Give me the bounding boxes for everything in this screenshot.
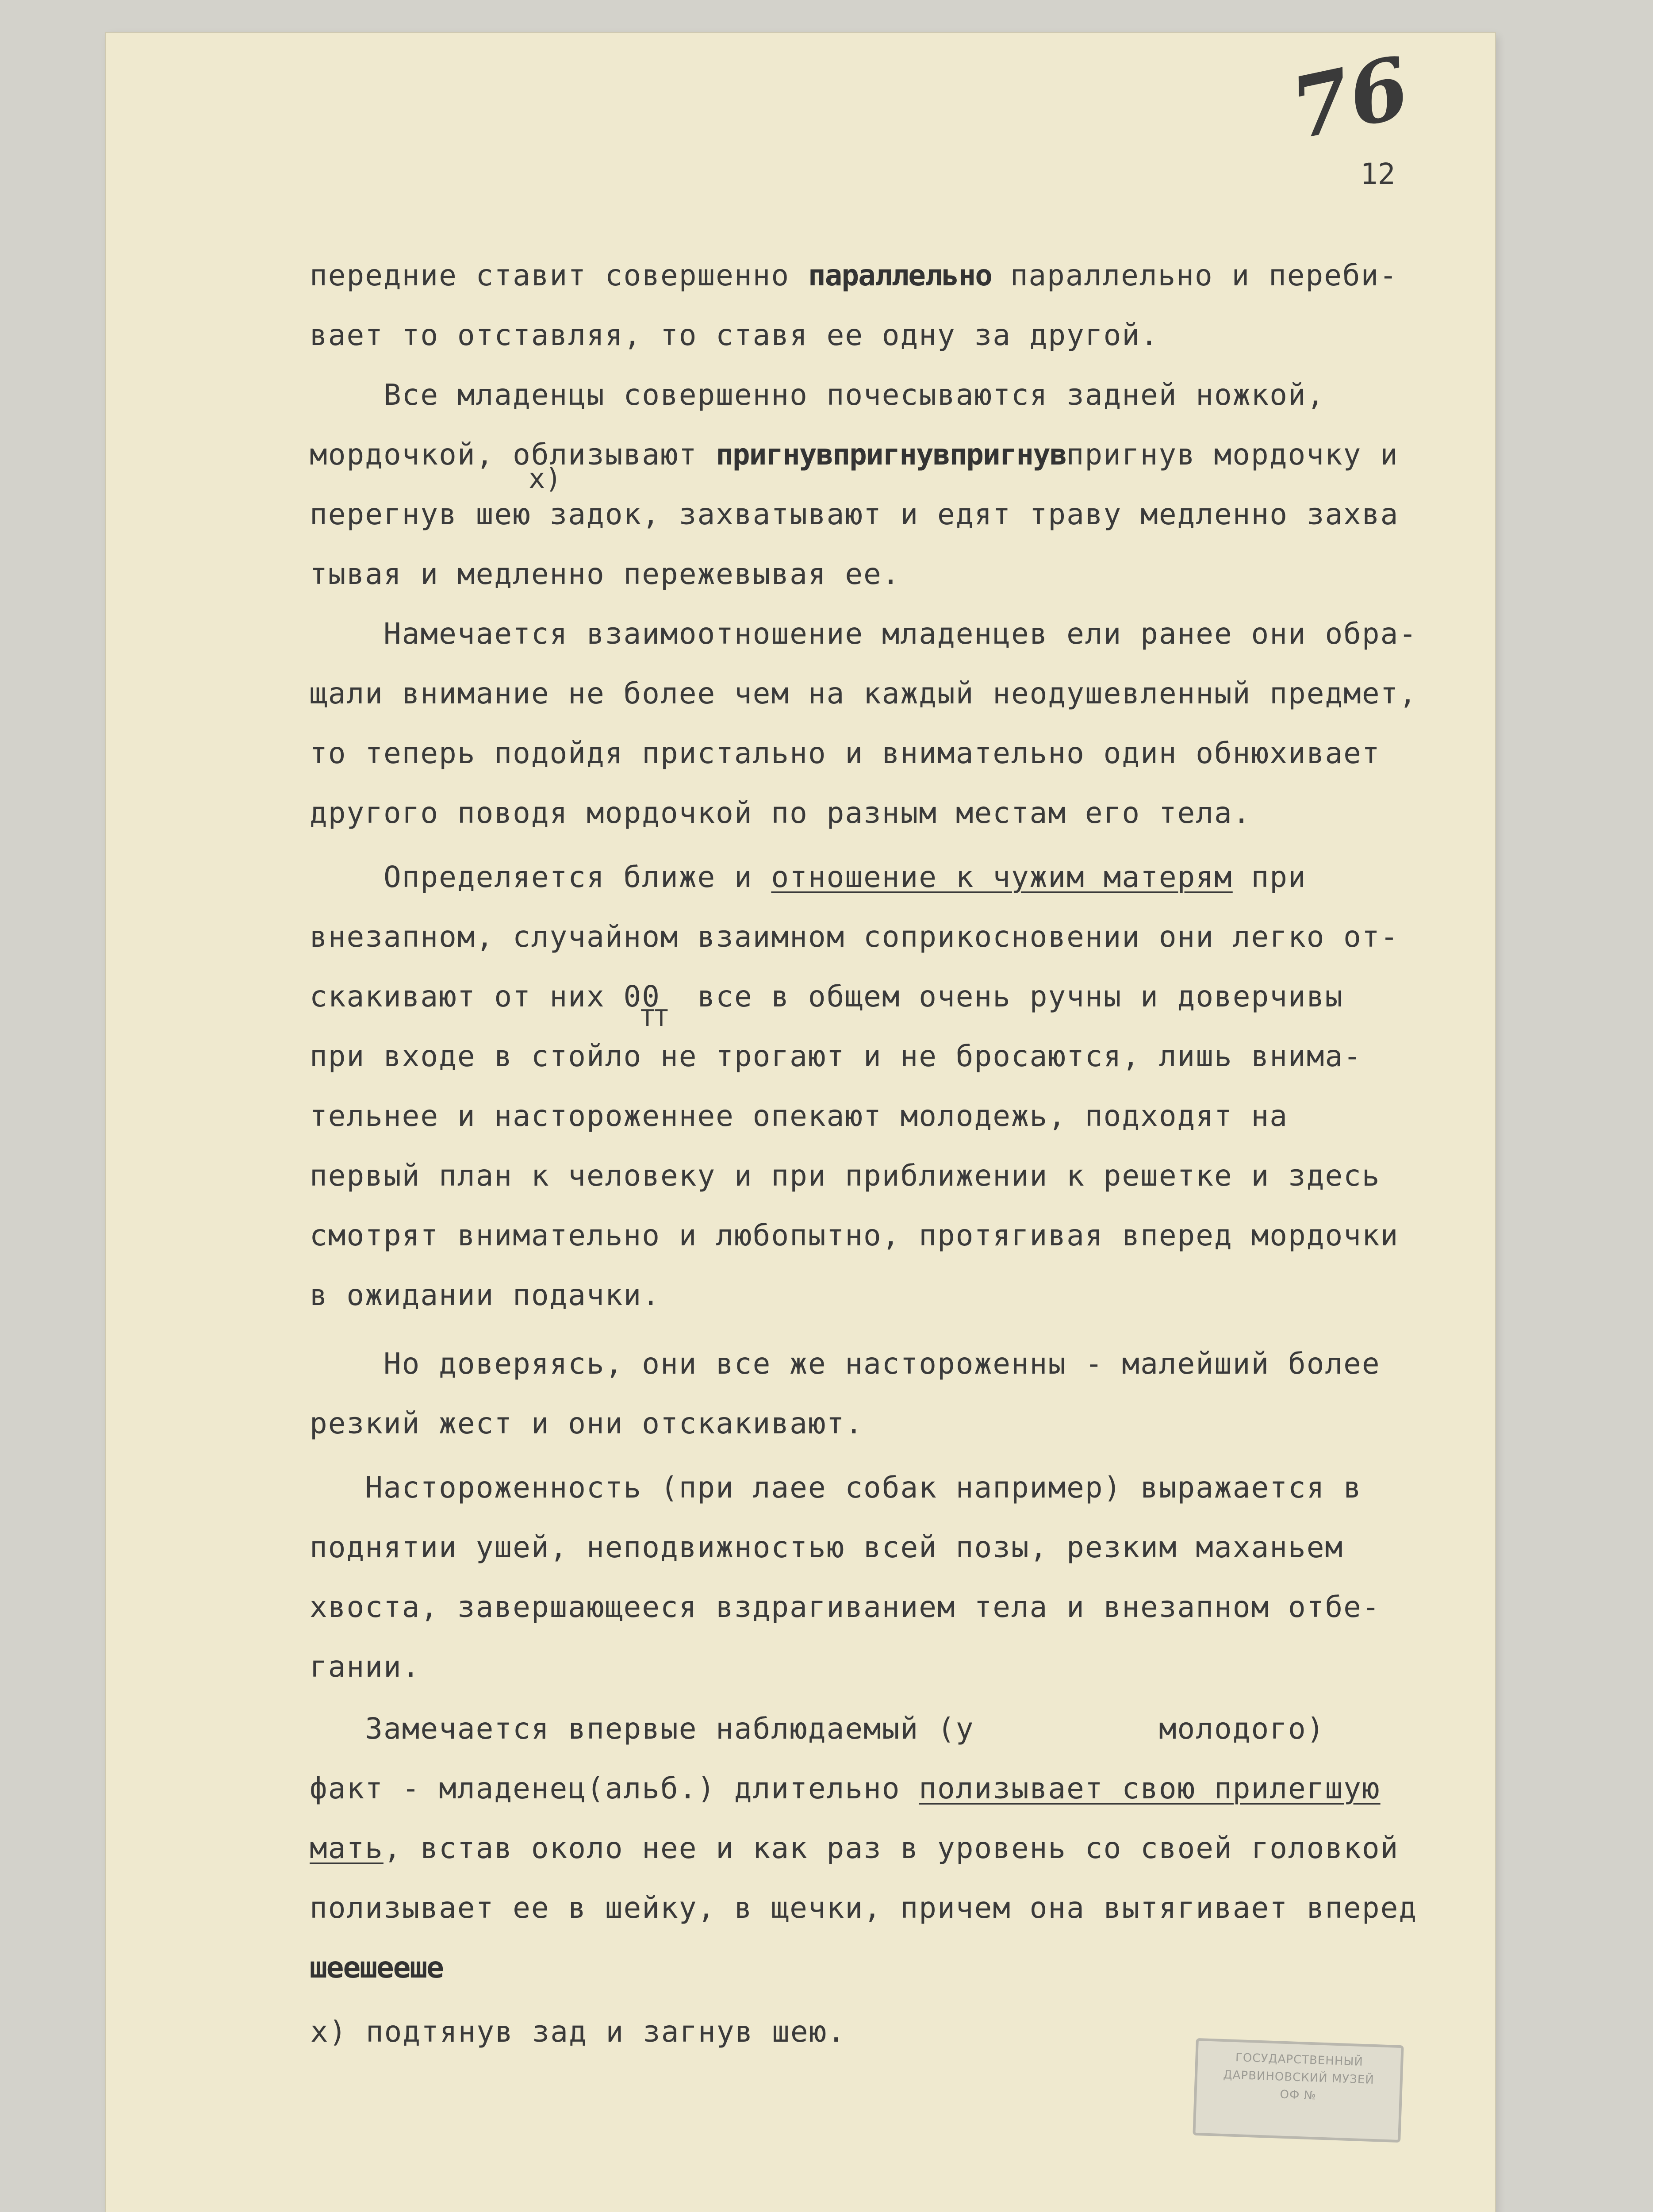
- footnote-insert-mark-2: 00: [623, 979, 660, 1014]
- text-line-14: при входе в стойло не трогают и не бросаются, лишь внима-: [310, 1039, 1362, 1073]
- text-line-16: первый план к человеку и при приближении к решетке и здесь: [310, 1159, 1381, 1193]
- text-line-11: [310, 860, 1307, 894]
- text-line-3: Все младенцы совершенно почесываются задней ножкой,: [310, 378, 1325, 412]
- text-line-10: другого поводя мордочкой по разным местам его тела.: [310, 796, 1251, 830]
- text-line-1-start: передние ставит совершенно: [310, 258, 808, 292]
- text-line-6: тывая и медленно пережевывая ее.: [310, 557, 901, 591]
- stamp-line-3: ОФ №: [1280, 2088, 1317, 2103]
- text-line-20: резкий жест и они отскакивают.: [310, 1406, 864, 1440]
- text-line-2: вает то отставляя, то ставя ее одну за другой.: [310, 318, 1159, 352]
- handwritten-folio-number: 76: [1282, 37, 1418, 159]
- text-line-13-end: все в общем очень ручны и доверчивы: [660, 979, 1344, 1014]
- footnote-insert-mark-1: х): [529, 462, 562, 495]
- text-line-23: хвоста, завершающееся вздрагиванием тела и внезапном отбе-: [310, 1590, 1381, 1624]
- text-line-27: [310, 1831, 1399, 1865]
- text-line-4-end: пригнув мордочку и: [1066, 438, 1399, 472]
- text-line-1: [310, 258, 1398, 292]
- text-line-19: Но доверяясь, они все же настороженны - малейший более: [310, 1347, 1381, 1381]
- text-line-12: внезапном, случайном взаимном соприкосновении они легко от-: [310, 920, 1399, 954]
- text-line-13-start: скакивают от них: [310, 979, 624, 1014]
- footnote-line: х) подтянув зад и загнув шею.: [292, 2015, 846, 2049]
- text-line-17: смотрят внимательно и любопытно, протягивая вперед мордочки: [310, 1218, 1399, 1252]
- struck-word-3: шеешееше: [310, 1951, 443, 1985]
- insert-mark-under: ТТ: [640, 1005, 668, 1032]
- text-line-22: поднятии ушей, неподвижностью всей позы, резким маханьем: [310, 1530, 1344, 1564]
- text-line-29: [310, 1951, 443, 1985]
- text-line-18: в ожидании подачки.: [310, 1278, 660, 1312]
- text-line-1-end: параллельно и переби-: [991, 258, 1398, 292]
- underlined-phrase-3: мать: [310, 1831, 384, 1865]
- stamp-line-2: ДАРВИНОВСКИЙ МУЗЕЙ: [1223, 2068, 1375, 2087]
- museum-stamp: [1193, 2038, 1404, 2143]
- text-line-24: гании.: [310, 1650, 421, 1684]
- text-line-5: перегнув шею задок, захватывают и едят траву медленно захва: [310, 497, 1399, 531]
- underlined-phrase-2: полизывает свою прилегшую: [919, 1771, 1381, 1805]
- text-line-25: Замечается впервые наблюдаемый (у молодого): [310, 1712, 1325, 1746]
- underlined-phrase-1: отношение к чужим матерям: [771, 860, 1233, 894]
- text-line-4-start: мордочкой, облизывают: [310, 438, 716, 472]
- text-line-7: Намечается взаимоотношение младенцев ели ранее они обра-: [310, 617, 1418, 651]
- text-line-9: то теперь подойдя пристально и внимательно один обнюхивает: [310, 736, 1381, 770]
- text-line-8: щали внимание не более чем на каждый неодушевленный предмет,: [310, 676, 1418, 710]
- text-line-27-end: , встав около нее и как раз в уровень со своей головкой: [383, 1831, 1399, 1865]
- text-line-15: тельнее и настороженнее опекают молодежь, подходят на: [310, 1099, 1288, 1133]
- text-line-26: [310, 1771, 1381, 1805]
- struck-word-1: параллельно: [808, 258, 992, 292]
- text-line-26-start: факт - младенец(альб.) длительно: [310, 1771, 919, 1805]
- text-line-11-start: Определяется ближе и: [310, 860, 771, 894]
- text-line-13: [310, 979, 1344, 1014]
- page-number: 12: [1360, 157, 1396, 191]
- text-line-11-end: при: [1232, 860, 1307, 894]
- text-line-28: полизывает ее в шейку, в щечки, причем она вытягивает вперед: [310, 1891, 1418, 1925]
- struck-word-2: пригнувпригнувпригнув: [716, 438, 1066, 472]
- text-line-21: Настороженность (при лаее собак например) выражается в: [310, 1471, 1362, 1505]
- text-line-4: [310, 438, 1399, 472]
- stamp-line-1: ГОСУДАРСТВЕННЫЙ: [1235, 2051, 1364, 2069]
